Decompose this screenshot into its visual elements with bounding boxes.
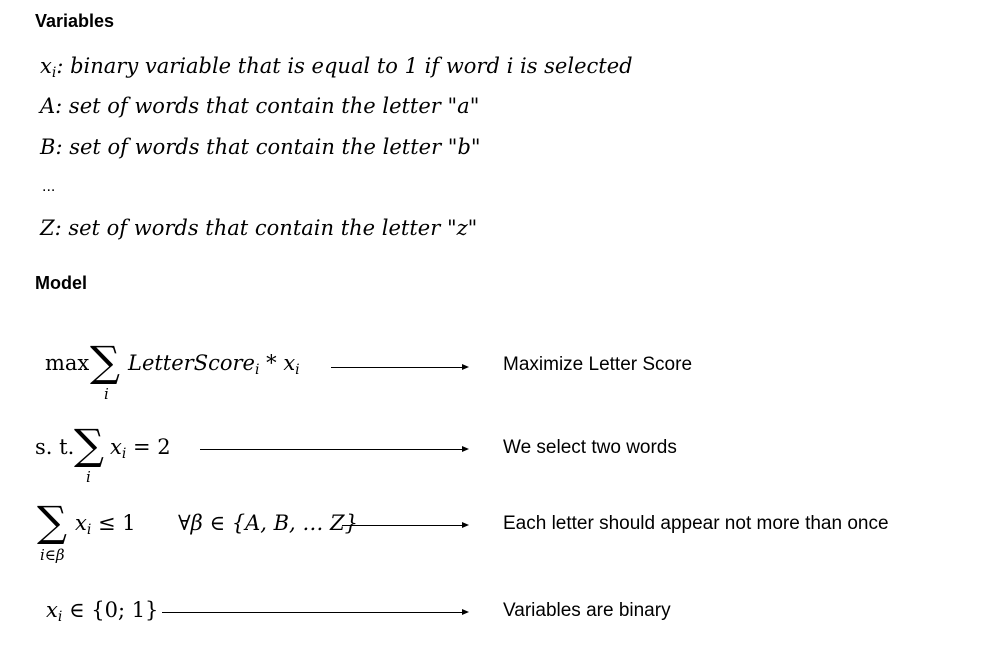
constraint1-prefix: s. t. xyxy=(35,435,75,459)
definition-ellipsis: ... xyxy=(42,178,56,195)
objective-expression: LetterScore$_i$ * $x_i$ xyxy=(128,351,300,378)
constraint2-description: Each letter should appear not more than once xyxy=(503,513,889,534)
constraint2-sum-index: i∈β xyxy=(40,546,65,564)
variables-heading: Variables xyxy=(35,11,115,31)
definition-x: $x_i$: binary variable that is equal to 1 if word i is selected xyxy=(40,54,633,81)
constraint1-arrow xyxy=(200,449,467,450)
constraint2-arrow xyxy=(342,525,467,526)
constraint3-arrow xyxy=(162,612,467,613)
constraint2-forall: ∀β ∈ {A, B, … Z} xyxy=(178,511,358,535)
objective-arrow xyxy=(331,367,467,368)
objective-prefix: max xyxy=(45,351,90,375)
definition-a: A: set of words that contain the letter "a" xyxy=(40,94,480,118)
objective-sum-index: i xyxy=(104,385,109,403)
constraint2-expression: $x_i \le 1$ xyxy=(75,511,136,538)
constraint1-expression: $x_i = 2$ xyxy=(110,435,171,462)
definition-z: Z: set of words that contain the letter "z" xyxy=(40,216,478,240)
constraint1-sum-index: i xyxy=(86,468,91,486)
constraint1-sum-symbol: ∑ xyxy=(74,420,104,469)
model-heading: Model xyxy=(35,273,87,293)
objective-sum-symbol: ∑ xyxy=(90,337,120,386)
constraint1-description: We select two words xyxy=(503,437,677,458)
objective-description: Maximize Letter Score xyxy=(503,354,693,375)
definition-b: B: set of words that contain the letter "b" xyxy=(40,135,481,159)
constraint2-sum-symbol: ∑ xyxy=(37,497,67,546)
constraint3-expression: $x_i$ ∈ {0; 1} xyxy=(46,598,159,625)
constraint3-description: Variables are binary xyxy=(503,600,671,621)
